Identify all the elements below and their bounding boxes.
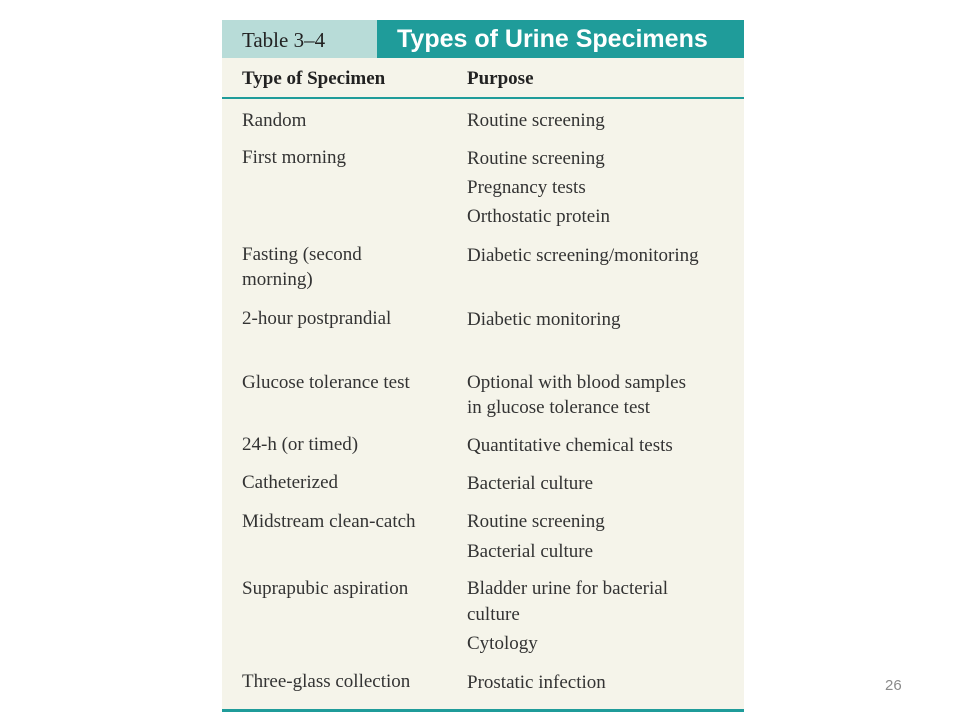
specimen-type-text: Midstream clean-catch xyxy=(242,511,416,532)
specimen-purpose-text: Optional with blood samples xyxy=(467,372,687,393)
specimen-purpose-text: Bacterial culture xyxy=(467,473,594,494)
specimen-purpose-text: in glucose tolerance test xyxy=(467,397,651,418)
specimen-purpose-text: Routine screening xyxy=(467,148,605,169)
specimen-purpose-text: Bladder urine for bacterial xyxy=(467,578,668,599)
specimen-purpose-text: Diabetic monitoring xyxy=(467,309,621,330)
specimen-type-text: Catheterized xyxy=(242,472,339,493)
specimen-type-text: First morning xyxy=(242,147,346,168)
specimen-purpose-text: Routine screening xyxy=(467,511,605,532)
table-title: Types of Urine Specimens xyxy=(377,20,744,58)
page-number: 26 xyxy=(885,677,902,694)
specimen-purpose-text: Diabetic screening/monitoring xyxy=(467,245,699,266)
specimen-type-text: Fasting (second xyxy=(242,244,362,265)
bottom-divider xyxy=(222,709,744,712)
specimen-purpose-text: culture xyxy=(467,604,520,625)
specimen-type-text: Random xyxy=(242,110,307,131)
specimen-type-text: 24-h (or timed) xyxy=(242,434,359,455)
specimen-purpose-text: Pregnancy tests xyxy=(467,177,586,198)
specimen-purpose-text: Quantitative chemical tests xyxy=(467,435,673,456)
header-divider xyxy=(222,97,744,99)
specimen-purpose-text: Cytology xyxy=(467,633,538,654)
specimen-type-text: Suprapubic aspiration xyxy=(242,578,409,599)
table-title-band xyxy=(222,20,744,58)
specimen-purpose-text: Routine screening xyxy=(467,110,605,131)
specimen-type-text: 2-hour postprandial xyxy=(242,308,392,329)
specimen-purpose-text: Prostatic infection xyxy=(467,672,606,693)
urine-specimen-table xyxy=(222,20,744,712)
table-label: Table 3–4 xyxy=(222,20,377,58)
specimen-type-text: Three-glass collection xyxy=(242,671,411,692)
specimen-type-text: Glucose tolerance test xyxy=(242,372,410,393)
specimen-purpose-text: Orthostatic protein xyxy=(467,206,610,227)
specimen-purpose-text: Bacterial culture xyxy=(467,541,594,562)
column-header-type: Type of Specimen xyxy=(242,68,386,89)
column-header-purpose: Purpose xyxy=(467,68,534,89)
specimen-type-text: morning) xyxy=(242,269,313,290)
